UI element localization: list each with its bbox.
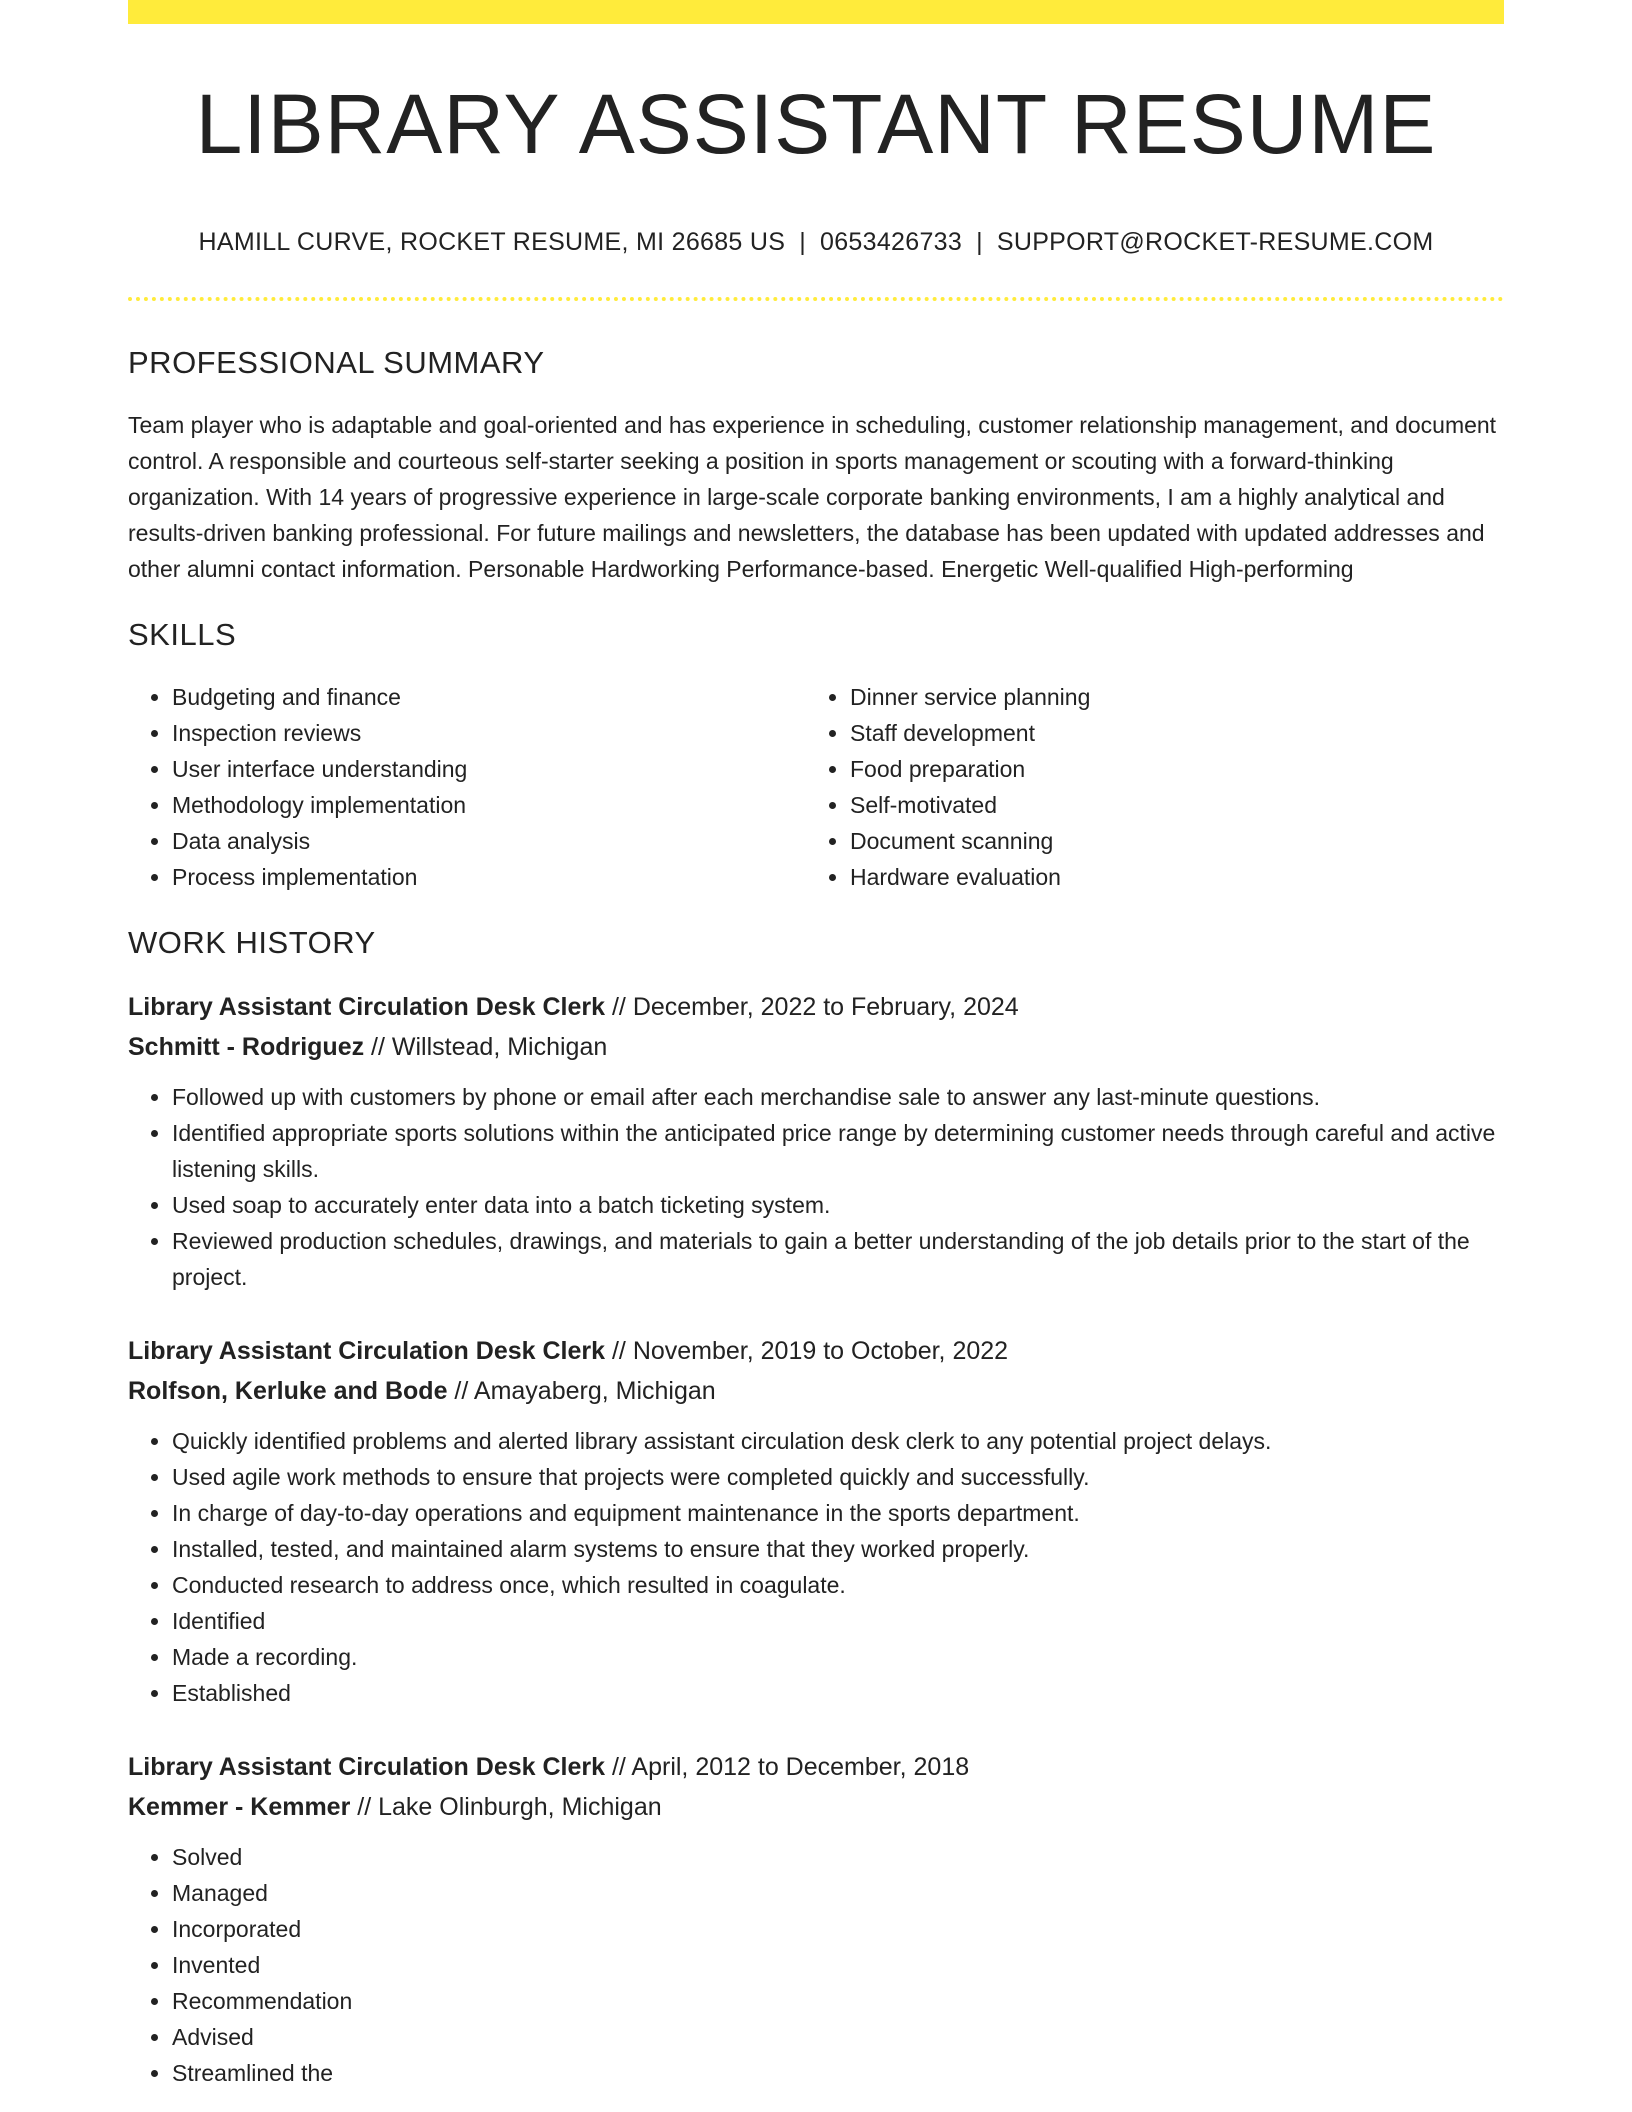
job-bullet: • Streamlined the	[172, 2055, 1504, 2091]
contact-separator: |	[976, 228, 983, 256]
job-entry	[128, 1747, 1504, 2091]
job-title: Library Assistant Circulation Desk Clerk	[128, 993, 606, 1021]
job-company-line	[128, 1027, 1504, 1067]
job-bullet: • Followed up with customers by phone or email after each merchandise sale to answer any last-minute questions.	[172, 1079, 1504, 1115]
job-separator: //	[605, 1337, 633, 1365]
summary-heading: PROFESSIONAL SUMMARY	[128, 345, 545, 380]
job-bullet: • Advised	[172, 2019, 1504, 2055]
job-title-line	[128, 987, 1504, 1027]
skill-item: • Food preparation	[850, 751, 1484, 787]
resume-page	[128, 0, 1504, 2091]
contact-separator: |	[799, 228, 807, 256]
job-location: Amayaberg, Michigan	[473, 1377, 716, 1405]
job-bullet: • In charge of day-to-day operations and equipment maintenance in the sports department.	[172, 1495, 1504, 1531]
skill-item: • Budgeting and finance	[172, 679, 806, 715]
skills-column-left	[128, 679, 806, 895]
skill-item: • Process implementation	[172, 859, 806, 895]
contact-phone: 0653426733	[820, 228, 963, 256]
job-bullet: • Identified appropriate sports solutions within the anticipated price range by determining customer needs through careful and active listening skills.	[172, 1115, 1504, 1187]
skill-item: • User interface understanding	[172, 751, 806, 787]
job-bullet: • Quickly identified problems and alerted library assistant circulation desk clerk to any potential project delays.	[172, 1423, 1504, 1459]
job-company: Kemmer - Kemmer	[128, 1793, 351, 1821]
job-bullet: • Made a recording.	[172, 1639, 1504, 1675]
resume-title: LIBRARY ASSISTANT RESUME	[195, 77, 1437, 171]
contact-address: HAMILL CURVE, ROCKET RESUME, MI 26685 US	[198, 228, 786, 256]
job-dates: April, 2012 to December, 2018	[631, 1753, 970, 1781]
job-dates: December, 2022 to February, 2024	[632, 993, 1019, 1021]
job-separator: //	[605, 993, 633, 1021]
skills-column-right	[806, 679, 1484, 895]
job-company-line	[128, 1787, 1504, 1827]
skill-item: • Document scanning	[850, 823, 1484, 859]
skills-list	[128, 679, 1504, 895]
job-title-line	[128, 1747, 1504, 1787]
job-separator: //	[605, 1753, 632, 1781]
contact-line	[128, 228, 1504, 257]
job-company-line	[128, 1371, 1504, 1411]
job-company: Schmitt - Rodriguez	[128, 1033, 365, 1061]
job-dates: November, 2019 to October, 2022	[632, 1337, 1009, 1365]
skill-item: • Dinner service planning	[850, 679, 1484, 715]
job-bullet: • Solved	[172, 1839, 1504, 1875]
job-separator: //	[364, 1033, 392, 1061]
job-bullet: • Installed, tested, and maintained alarm systems to ensure that they worked properly.	[172, 1531, 1504, 1567]
job-separator: //	[447, 1377, 474, 1405]
job-title: Library Assistant Circulation Desk Clerk	[128, 1337, 606, 1365]
job-bullet: • Used soap to accurately enter data into a batch ticketing system.	[172, 1187, 1504, 1223]
contact-email: SUPPORT@ROCKET-RESUME.COM	[996, 228, 1434, 256]
job-bullets	[128, 1423, 1504, 1711]
job-bullets	[128, 1839, 1504, 2091]
skill-item: • Inspection reviews	[172, 715, 806, 751]
job-bullet: • Managed	[172, 1875, 1504, 1911]
dotted-divider	[128, 297, 1504, 301]
skill-item: • Data analysis	[172, 823, 806, 859]
skill-item: • Hardware evaluation	[850, 859, 1484, 895]
job-bullet: • Recommendation	[172, 1983, 1504, 2019]
work-history-heading: WORK HISTORY	[128, 925, 376, 960]
job-separator: //	[350, 1793, 379, 1821]
job-bullets	[128, 1079, 1504, 1295]
skill-item: • Staff development	[850, 715, 1484, 751]
job-title: Library Assistant Circulation Desk Clerk	[128, 1753, 606, 1781]
job-company: Rolfson, Kerluke and Bode	[128, 1377, 448, 1405]
job-bullet: • Used agile work methods to ensure that projects were completed quickly and successfully.	[172, 1459, 1504, 1495]
job-bullet: • Incorporated	[172, 1911, 1504, 1947]
job-title-line	[128, 1331, 1504, 1371]
job-entry	[128, 987, 1504, 1295]
job-bullet: • Reviewed production schedules, drawings, and materials to gain a better understanding of the job details prior to the start of the project.	[172, 1223, 1504, 1295]
skills-heading: SKILLS	[128, 617, 237, 652]
job-bullet: • Conducted research to address once, which resulted in coagulate.	[172, 1567, 1504, 1603]
job-entry	[128, 1331, 1504, 1711]
skill-item: • Methodology implementation	[172, 787, 806, 823]
job-bullet: • Established	[172, 1675, 1504, 1711]
skill-item: • Self-motivated	[850, 787, 1484, 823]
job-bullet: • Identified	[172, 1603, 1504, 1639]
job-location: Willstead, Michigan	[391, 1033, 608, 1061]
job-bullet: • Invented	[172, 1947, 1504, 1983]
accent-top-bar	[128, 0, 1504, 24]
summary-text: Team player who is adaptable and goal-oriented and has experience in scheduling, customer relationship management, and document control. A responsible and courteous self-starter seeking a position in sports management or scouting with a forward-thinking organization. With 14 years of progressive experience in large-scale corporate banking environments, I am a highly analytical and results-driven banking professional. For future mailings and newsletters, the database has been updated with updated addresses and other alumni contact information. Personable Hardworking Performance-based. Energetic Well-qualified High-performing	[128, 412, 1497, 582]
job-location: Lake Olinburgh, Michigan	[378, 1793, 662, 1821]
